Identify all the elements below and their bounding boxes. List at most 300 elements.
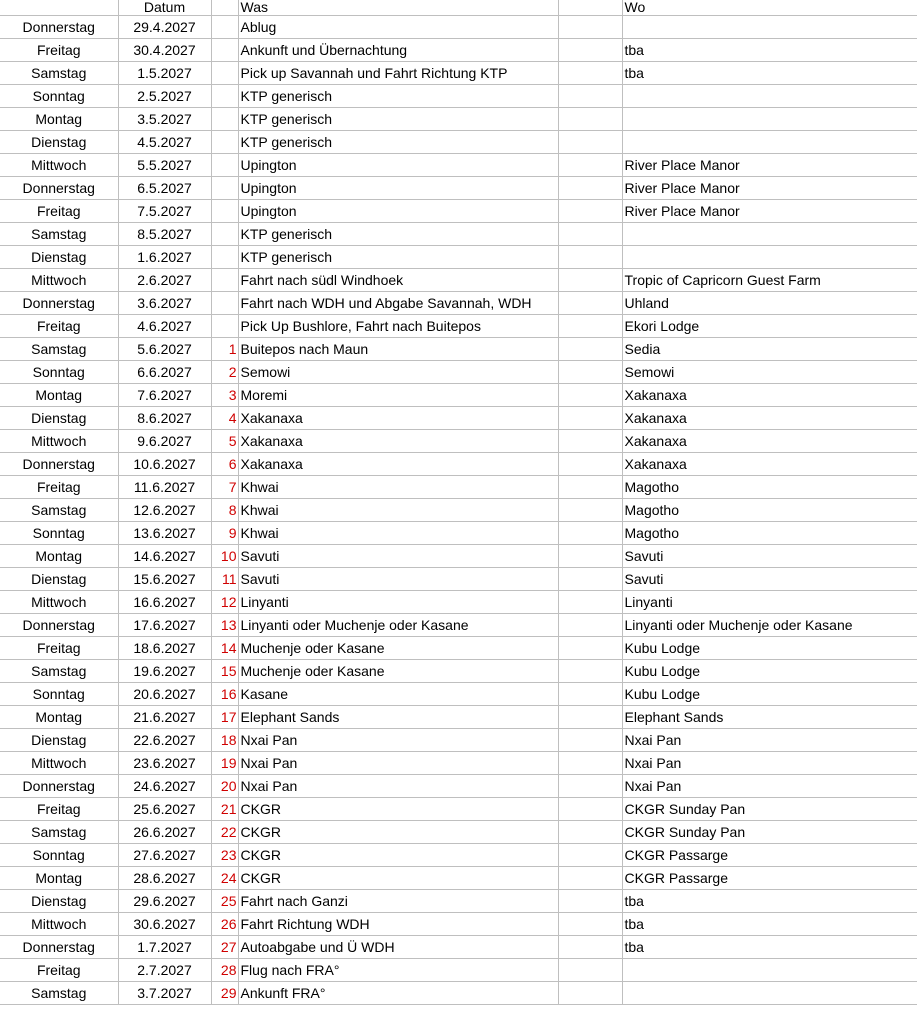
weekday-cell[interactable]: Donnerstag — [0, 775, 118, 798]
table-row — [0, 16, 917, 39]
weekday-cell[interactable]: Freitag — [0, 200, 118, 223]
day-number-cell[interactable] — [211, 39, 238, 62]
day-number-cell[interactable]: 11 — [211, 568, 238, 591]
day-number-cell[interactable]: 15 — [211, 660, 238, 683]
location-cell[interactable]: Magotho — [622, 476, 917, 499]
empty-cell[interactable] — [558, 867, 622, 890]
table-row — [0, 683, 917, 706]
empty-cell[interactable] — [558, 85, 622, 108]
location-cell[interactable] — [622, 131, 917, 154]
empty-cell[interactable] — [558, 338, 622, 361]
date-cell[interactable]: 20.6.2027 — [118, 683, 211, 706]
table-row — [0, 154, 917, 177]
location-cell[interactable] — [622, 108, 917, 131]
day-number-cell[interactable]: 25 — [211, 890, 238, 913]
date-cell[interactable]: 7.6.2027 — [118, 384, 211, 407]
location-cell[interactable]: Savuti — [622, 545, 917, 568]
empty-cell[interactable] — [558, 959, 622, 982]
date-cell[interactable]: 6.5.2027 — [118, 177, 211, 200]
location-cell[interactable]: CKGR Passarge — [622, 867, 917, 890]
empty-cell[interactable] — [558, 637, 622, 660]
location-cell[interactable]: River Place Manor — [622, 154, 917, 177]
weekday-cell[interactable]: Montag — [0, 545, 118, 568]
weekday-cell[interactable]: Sonntag — [0, 361, 118, 384]
activity-cell[interactable]: Xakanaxa — [238, 430, 558, 453]
location-cell[interactable]: tba — [622, 913, 917, 936]
empty-cell[interactable] — [558, 936, 622, 959]
day-number-cell[interactable] — [211, 292, 238, 315]
weekday-cell[interactable]: Donnerstag — [0, 177, 118, 200]
day-number-cell[interactable]: 13 — [211, 614, 238, 637]
day-number-cell[interactable]: 16 — [211, 683, 238, 706]
table-row — [0, 591, 917, 614]
location-cell[interactable]: Magotho — [622, 499, 917, 522]
day-number-cell[interactable]: 18 — [211, 729, 238, 752]
table-row — [0, 223, 917, 246]
day-number-cell[interactable]: 1 — [211, 338, 238, 361]
day-number-cell[interactable]: 4 — [211, 407, 238, 430]
location-cell[interactable]: Nxai Pan — [622, 752, 917, 775]
date-cell[interactable]: 30.6.2027 — [118, 913, 211, 936]
activity-cell[interactable]: Autoabgabe und Ü WDH — [238, 936, 558, 959]
date-cell[interactable]: 8.6.2027 — [118, 407, 211, 430]
empty-cell[interactable] — [558, 775, 622, 798]
activity-cell[interactable]: KTP generisch — [238, 246, 558, 269]
day-number-cell[interactable] — [211, 131, 238, 154]
date-cell[interactable]: 6.6.2027 — [118, 361, 211, 384]
table-row — [0, 844, 917, 867]
table-row — [0, 959, 917, 982]
weekday-cell[interactable]: Donnerstag — [0, 16, 118, 39]
day-number-cell[interactable] — [211, 16, 238, 39]
day-number-cell[interactable]: 28 — [211, 959, 238, 982]
location-cell[interactable]: Savuti — [622, 568, 917, 591]
date-cell[interactable]: 7.5.2027 — [118, 200, 211, 223]
table-row — [0, 384, 917, 407]
location-cell[interactable]: Magotho — [622, 522, 917, 545]
date-cell[interactable]: 29.6.2027 — [118, 890, 211, 913]
day-number-cell[interactable]: 5 — [211, 430, 238, 453]
date-cell[interactable]: 13.6.2027 — [118, 522, 211, 545]
table-body — [0, 16, 917, 1005]
table-row — [0, 177, 917, 200]
empty-cell[interactable] — [558, 154, 622, 177]
table-row — [0, 729, 917, 752]
date-cell[interactable]: 17.6.2027 — [118, 614, 211, 637]
date-cell[interactable]: 2.7.2027 — [118, 959, 211, 982]
empty-cell[interactable] — [558, 476, 622, 499]
empty-cell[interactable] — [558, 545, 622, 568]
activity-cell[interactable]: Ankunft FRA° — [238, 982, 558, 1005]
activity-cell[interactable]: Buitepos nach Maun — [238, 338, 558, 361]
location-cell[interactable]: Kubu Lodge — [622, 637, 917, 660]
location-cell[interactable] — [622, 223, 917, 246]
day-number-cell[interactable] — [211, 269, 238, 292]
empty-cell[interactable] — [558, 39, 622, 62]
location-cell[interactable]: Linyanti oder Muchenje oder Kasane — [622, 614, 917, 637]
table-row — [0, 39, 917, 62]
activity-cell[interactable]: Fahrt nach WDH und Abgabe Savannah, WDH — [238, 292, 558, 315]
day-number-cell[interactable]: 19 — [211, 752, 238, 775]
activity-cell[interactable]: Upington — [238, 154, 558, 177]
activity-cell[interactable]: Upington — [238, 177, 558, 200]
empty-cell[interactable] — [558, 108, 622, 131]
date-cell[interactable]: 23.6.2027 — [118, 752, 211, 775]
activity-cell[interactable]: CKGR — [238, 867, 558, 890]
day-number-cell[interactable] — [211, 85, 238, 108]
location-cell[interactable] — [622, 85, 917, 108]
empty-cell[interactable] — [558, 430, 622, 453]
table-row — [0, 430, 917, 453]
table-row — [0, 660, 917, 683]
empty-cell[interactable] — [558, 568, 622, 591]
weekday-cell[interactable]: Montag — [0, 108, 118, 131]
day-number-cell[interactable]: 10 — [211, 545, 238, 568]
table-row — [0, 936, 917, 959]
empty-cell[interactable] — [558, 177, 622, 200]
weekday-cell[interactable]: Samstag — [0, 821, 118, 844]
weekday-cell[interactable]: Montag — [0, 384, 118, 407]
date-cell[interactable]: 3.5.2027 — [118, 108, 211, 131]
date-cell[interactable]: 4.6.2027 — [118, 315, 211, 338]
location-cell[interactable]: CKGR Sunday Pan — [622, 798, 917, 821]
date-cell[interactable]: 4.5.2027 — [118, 131, 211, 154]
empty-cell[interactable] — [558, 131, 622, 154]
date-cell[interactable]: 11.6.2027 — [118, 476, 211, 499]
date-cell[interactable]: 1.7.2027 — [118, 936, 211, 959]
empty-cell[interactable] — [558, 223, 622, 246]
day-number-cell[interactable]: 27 — [211, 936, 238, 959]
date-cell[interactable]: 8.5.2027 — [118, 223, 211, 246]
table-row — [0, 407, 917, 430]
activity-cell[interactable]: Pick Up Bushlore, Fahrt nach Buitepos — [238, 315, 558, 338]
table-row — [0, 499, 917, 522]
activity-cell[interactable]: Ankunft und Übernachtung — [238, 39, 558, 62]
weekday-cell[interactable]: Mittwoch — [0, 913, 118, 936]
header-was[interactable]: Was — [238, 0, 558, 16]
activity-cell[interactable]: Ablug — [238, 16, 558, 39]
activity-cell[interactable]: Fahrt nach Ganzi — [238, 890, 558, 913]
location-cell[interactable]: Xakanaxa — [622, 384, 917, 407]
weekday-cell[interactable]: Dienstag — [0, 407, 118, 430]
day-number-cell[interactable]: 7 — [211, 476, 238, 499]
empty-cell[interactable] — [558, 890, 622, 913]
day-number-cell[interactable] — [211, 315, 238, 338]
location-cell[interactable]: Uhland — [622, 292, 917, 315]
weekday-cell[interactable]: Samstag — [0, 982, 118, 1005]
date-cell[interactable]: 15.6.2027 — [118, 568, 211, 591]
location-cell[interactable]: Xakanaxa — [622, 407, 917, 430]
activity-cell[interactable]: Semowi — [238, 361, 558, 384]
activity-cell[interactable]: Moremi — [238, 384, 558, 407]
date-cell[interactable]: 26.6.2027 — [118, 821, 211, 844]
activity-cell[interactable]: KTP generisch — [238, 108, 558, 131]
header-nr[interactable] — [211, 0, 238, 16]
weekday-cell[interactable]: Freitag — [0, 39, 118, 62]
activity-cell[interactable]: Savuti — [238, 568, 558, 591]
location-cell[interactable]: Tropic of Capricorn Guest Farm — [622, 269, 917, 292]
date-cell[interactable]: 25.6.2027 — [118, 798, 211, 821]
date-cell[interactable]: 30.4.2027 — [118, 39, 211, 62]
weekday-cell[interactable]: Sonntag — [0, 683, 118, 706]
location-cell[interactable]: Xakanaxa — [622, 453, 917, 476]
location-cell[interactable]: tba — [622, 890, 917, 913]
date-cell[interactable]: 21.6.2027 — [118, 706, 211, 729]
day-number-cell[interactable]: 9 — [211, 522, 238, 545]
weekday-cell[interactable]: Dienstag — [0, 890, 118, 913]
weekday-cell[interactable]: Donnerstag — [0, 292, 118, 315]
empty-cell[interactable] — [558, 798, 622, 821]
table-row — [0, 269, 917, 292]
header-row — [0, 0, 917, 16]
weekday-cell[interactable]: Mittwoch — [0, 154, 118, 177]
day-number-cell[interactable] — [211, 246, 238, 269]
header-gap[interactable] — [558, 0, 622, 16]
weekday-cell[interactable]: Samstag — [0, 338, 118, 361]
day-number-cell[interactable]: 29 — [211, 982, 238, 1005]
location-cell[interactable] — [622, 246, 917, 269]
location-cell[interactable]: Elephant Sands — [622, 706, 917, 729]
empty-cell[interactable] — [558, 315, 622, 338]
date-cell[interactable]: 1.6.2027 — [118, 246, 211, 269]
location-cell[interactable]: Xakanaxa — [622, 430, 917, 453]
weekday-cell[interactable]: Montag — [0, 706, 118, 729]
weekday-cell[interactable]: Freitag — [0, 798, 118, 821]
weekday-cell[interactable]: Dienstag — [0, 131, 118, 154]
activity-cell[interactable]: Flug nach FRA° — [238, 959, 558, 982]
location-cell[interactable]: Ekori Lodge — [622, 315, 917, 338]
activity-cell[interactable]: CKGR — [238, 798, 558, 821]
activity-cell[interactable]: KTP generisch — [238, 85, 558, 108]
day-number-cell[interactable] — [211, 223, 238, 246]
activity-cell[interactable]: Muchenje oder Kasane — [238, 637, 558, 660]
empty-cell[interactable] — [558, 614, 622, 637]
table-row — [0, 752, 917, 775]
empty-cell[interactable] — [558, 246, 622, 269]
weekday-cell[interactable]: Freitag — [0, 637, 118, 660]
weekday-cell[interactable]: Sonntag — [0, 522, 118, 545]
table-row — [0, 867, 917, 890]
date-cell[interactable]: 14.6.2027 — [118, 545, 211, 568]
weekday-cell[interactable]: Samstag — [0, 660, 118, 683]
table-row — [0, 568, 917, 591]
weekday-cell[interactable]: Montag — [0, 867, 118, 890]
empty-cell[interactable] — [558, 269, 622, 292]
date-cell[interactable]: 2.5.2027 — [118, 85, 211, 108]
activity-cell[interactable]: Nxai Pan — [238, 775, 558, 798]
day-number-cell[interactable]: 2 — [211, 361, 238, 384]
date-cell[interactable]: 3.7.2027 — [118, 982, 211, 1005]
weekday-cell[interactable]: Sonntag — [0, 85, 118, 108]
table-row — [0, 798, 917, 821]
table-row — [0, 982, 917, 1005]
table-row — [0, 476, 917, 499]
weekday-cell[interactable]: Donnerstag — [0, 614, 118, 637]
empty-cell[interactable] — [558, 361, 622, 384]
date-cell[interactable]: 12.6.2027 — [118, 499, 211, 522]
day-number-cell[interactable]: 22 — [211, 821, 238, 844]
table-row — [0, 361, 917, 384]
activity-cell[interactable]: Khwai — [238, 476, 558, 499]
activity-cell[interactable]: Nxai Pan — [238, 729, 558, 752]
empty-cell[interactable] — [558, 453, 622, 476]
activity-cell[interactable]: Nxai Pan — [238, 752, 558, 775]
activity-cell[interactable]: Khwai — [238, 499, 558, 522]
weekday-cell[interactable]: Samstag — [0, 499, 118, 522]
header-tag[interactable] — [0, 0, 118, 16]
empty-cell[interactable] — [558, 913, 622, 936]
table-row — [0, 453, 917, 476]
activity-cell[interactable]: CKGR — [238, 821, 558, 844]
empty-cell[interactable] — [558, 982, 622, 1005]
empty-cell[interactable] — [558, 384, 622, 407]
day-number-cell[interactable]: 3 — [211, 384, 238, 407]
day-number-cell[interactable] — [211, 62, 238, 85]
weekday-cell[interactable]: Sonntag — [0, 844, 118, 867]
activity-cell[interactable]: Upington — [238, 200, 558, 223]
activity-cell[interactable]: Fahrt nach südl Windhoek — [238, 269, 558, 292]
date-cell[interactable]: 28.6.2027 — [118, 867, 211, 890]
activity-cell[interactable]: Elephant Sands — [238, 706, 558, 729]
weekday-cell[interactable]: Samstag — [0, 62, 118, 85]
day-number-cell[interactable]: 23 — [211, 844, 238, 867]
activity-cell[interactable]: CKGR — [238, 844, 558, 867]
empty-cell[interactable] — [558, 499, 622, 522]
location-cell[interactable]: Semowi — [622, 361, 917, 384]
day-number-cell[interactable]: 21 — [211, 798, 238, 821]
weekday-cell[interactable]: Donnerstag — [0, 936, 118, 959]
location-cell[interactable]: Kubu Lodge — [622, 683, 917, 706]
empty-cell[interactable] — [558, 200, 622, 223]
day-number-cell[interactable]: 17 — [211, 706, 238, 729]
table-row — [0, 775, 917, 798]
activity-cell[interactable]: Xakanaxa — [238, 453, 558, 476]
table-row — [0, 821, 917, 844]
activity-cell[interactable]: KTP generisch — [238, 223, 558, 246]
weekday-cell[interactable]: Freitag — [0, 315, 118, 338]
date-cell[interactable]: 29.4.2027 — [118, 16, 211, 39]
activity-cell[interactable]: Linyanti — [238, 591, 558, 614]
weekday-cell[interactable]: Donnerstag — [0, 453, 118, 476]
location-cell[interactable]: Kubu Lodge — [622, 660, 917, 683]
empty-cell[interactable] — [558, 683, 622, 706]
activity-cell[interactable]: Kasane — [238, 683, 558, 706]
location-cell[interactable]: River Place Manor — [622, 177, 917, 200]
empty-cell[interactable] — [558, 752, 622, 775]
activity-cell[interactable]: KTP generisch — [238, 131, 558, 154]
date-cell[interactable]: 5.5.2027 — [118, 154, 211, 177]
empty-cell[interactable] — [558, 729, 622, 752]
activity-cell[interactable]: Xakanaxa — [238, 407, 558, 430]
empty-cell[interactable] — [558, 522, 622, 545]
date-cell[interactable]: 1.5.2027 — [118, 62, 211, 85]
date-cell[interactable]: 10.6.2027 — [118, 453, 211, 476]
date-cell[interactable]: 24.6.2027 — [118, 775, 211, 798]
weekday-cell[interactable]: Dienstag — [0, 246, 118, 269]
location-cell[interactable]: River Place Manor — [622, 200, 917, 223]
table-row — [0, 545, 917, 568]
day-number-cell[interactable]: 14 — [211, 637, 238, 660]
activity-cell[interactable]: Pick up Savannah und Fahrt Richtung KTP — [238, 62, 558, 85]
location-cell[interactable]: tba — [622, 62, 917, 85]
day-number-cell[interactable]: 6 — [211, 453, 238, 476]
weekday-cell[interactable]: Mittwoch — [0, 752, 118, 775]
weekday-cell[interactable]: Mittwoch — [0, 591, 118, 614]
day-number-cell[interactable]: 12 — [211, 591, 238, 614]
location-cell[interactable]: tba — [622, 39, 917, 62]
location-cell[interactable]: Sedia — [622, 338, 917, 361]
table-row — [0, 85, 917, 108]
location-cell[interactable]: Nxai Pan — [622, 729, 917, 752]
empty-cell[interactable] — [558, 16, 622, 39]
location-cell[interactable]: CKGR Passarge — [622, 844, 917, 867]
weekday-cell[interactable]: Samstag — [0, 223, 118, 246]
date-cell[interactable]: 27.6.2027 — [118, 844, 211, 867]
day-number-cell[interactable] — [211, 177, 238, 200]
date-cell[interactable]: 19.6.2027 — [118, 660, 211, 683]
empty-cell[interactable] — [558, 292, 622, 315]
table-row — [0, 637, 917, 660]
day-number-cell[interactable] — [211, 154, 238, 177]
table-row — [0, 522, 917, 545]
empty-cell[interactable] — [558, 407, 622, 430]
date-cell[interactable]: 3.6.2027 — [118, 292, 211, 315]
location-cell[interactable]: Linyanti — [622, 591, 917, 614]
date-cell[interactable]: 16.6.2027 — [118, 591, 211, 614]
day-number-cell[interactable]: 24 — [211, 867, 238, 890]
empty-cell[interactable] — [558, 821, 622, 844]
location-cell[interactable] — [622, 959, 917, 982]
empty-cell[interactable] — [558, 591, 622, 614]
day-number-cell[interactable]: 20 — [211, 775, 238, 798]
date-cell[interactable]: 2.6.2027 — [118, 269, 211, 292]
location-cell[interactable] — [622, 982, 917, 1005]
table-row — [0, 108, 917, 131]
day-number-cell[interactable] — [211, 108, 238, 131]
activity-cell[interactable]: Linyanti oder Muchenje oder Kasane — [238, 614, 558, 637]
empty-cell[interactable] — [558, 660, 622, 683]
weekday-cell[interactable]: Dienstag — [0, 729, 118, 752]
weekday-cell[interactable]: Freitag — [0, 476, 118, 499]
day-number-cell[interactable] — [211, 200, 238, 223]
table-row — [0, 246, 917, 269]
date-cell[interactable]: 5.6.2027 — [118, 338, 211, 361]
date-cell[interactable]: 18.6.2027 — [118, 637, 211, 660]
day-number-cell[interactable]: 8 — [211, 499, 238, 522]
location-cell[interactable]: Nxai Pan — [622, 775, 917, 798]
weekday-cell[interactable]: Mittwoch — [0, 269, 118, 292]
location-cell[interactable]: tba — [622, 936, 917, 959]
weekday-cell[interactable]: Dienstag — [0, 568, 118, 591]
activity-cell[interactable]: Muchenje oder Kasane — [238, 660, 558, 683]
activity-cell[interactable]: Fahrt Richtung WDH — [238, 913, 558, 936]
activity-cell[interactable]: Khwai — [238, 522, 558, 545]
day-number-cell[interactable]: 26 — [211, 913, 238, 936]
location-cell[interactable] — [622, 16, 917, 39]
header-datum[interactable]: Datum — [118, 0, 211, 16]
weekday-cell[interactable]: Mittwoch — [0, 430, 118, 453]
activity-cell[interactable]: Savuti — [238, 545, 558, 568]
table-row — [0, 614, 917, 637]
empty-cell[interactable] — [558, 62, 622, 85]
date-cell[interactable]: 22.6.2027 — [118, 729, 211, 752]
empty-cell[interactable] — [558, 706, 622, 729]
empty-cell[interactable] — [558, 844, 622, 867]
location-cell[interactable]: CKGR Sunday Pan — [622, 821, 917, 844]
weekday-cell[interactable]: Freitag — [0, 959, 118, 982]
header-wo[interactable]: Wo — [622, 0, 917, 16]
date-cell[interactable]: 9.6.2027 — [118, 430, 211, 453]
